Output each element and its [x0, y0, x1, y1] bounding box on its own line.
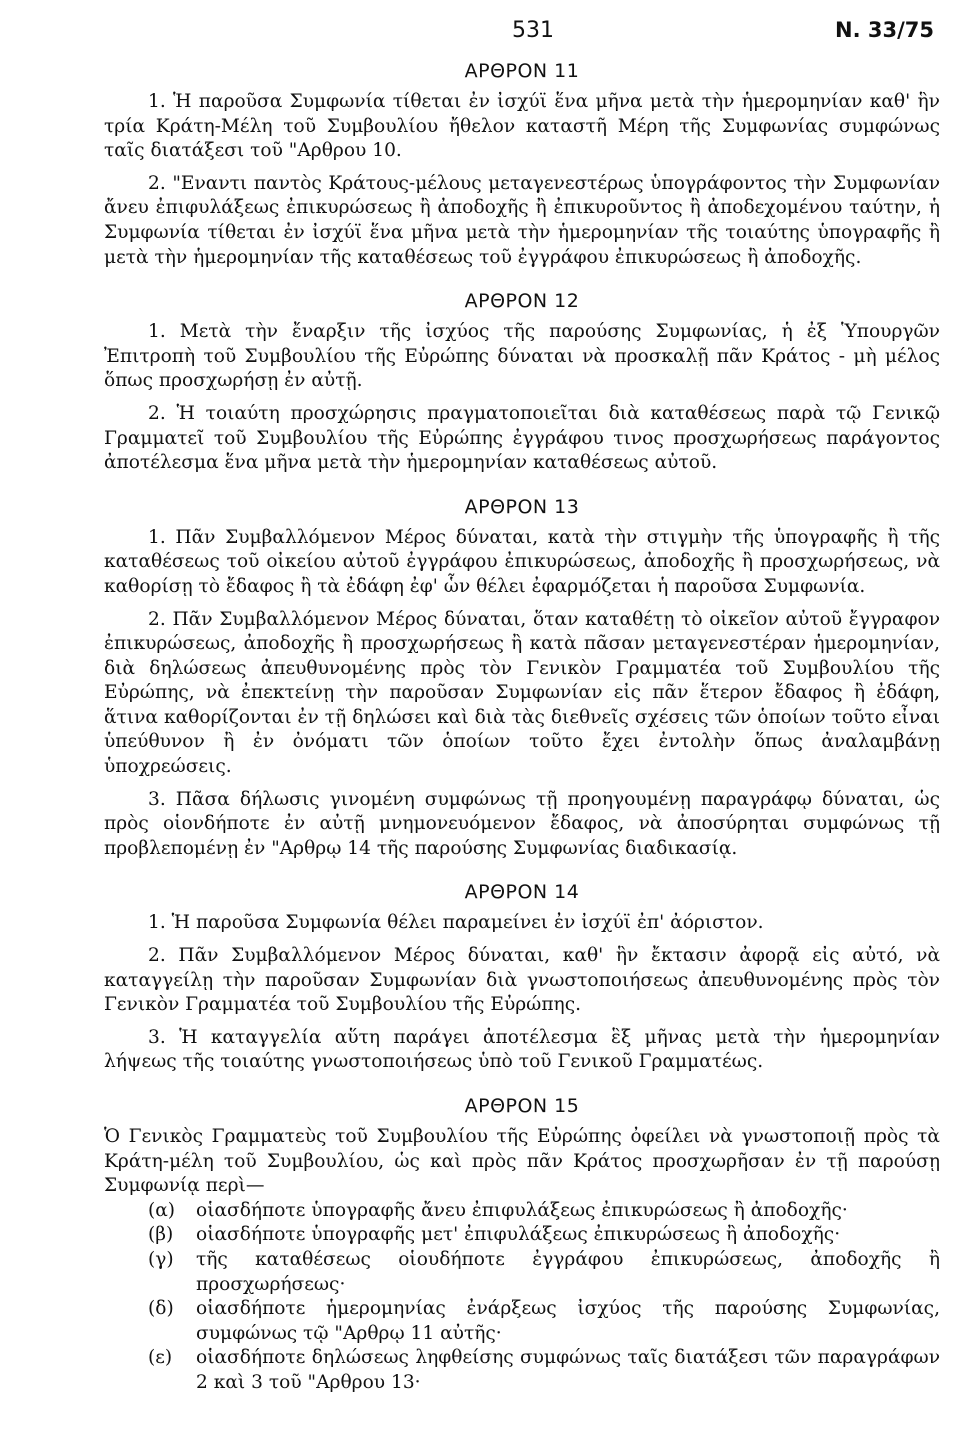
paragraph: 1. Πᾶν Συμβαλλόμενον Μέρος δύναται, κατὰ τὴν στιγμὴν τῆς ὑπογραφῆς ἢ τῆς καταθέσεως τοῦ οἰκείου αὐτοῦ ἐγγράφου ἐπικυρώσεως, ἀποδοχῆς ἢ προσχωρήσεως, νὰ καθορίσῃ τὸ ἔδαφος ἢ τὰ ἐδάφη ἐφ' ὧν θέλει ἐφαρμόζεται ἡ παροῦσα Συμφωνία. [104, 526, 940, 597]
page-header [104, 18, 940, 58]
paragraph: Ὁ Γενικὸς Γραμματεὺς τοῦ Συμβουλίου τῆς Εὐρώπης ὀφείλει νὰ γνωστοποιῇ πρὸς τὰ Κράτη-μέλη τοῦ Συμβουλίου, ὡς καὶ πρὸς πᾶν Κράτος προσχωρῆσαν ἐν τῇ παρούσῃ Συμφωνίᾳ περὶ— [104, 1126, 940, 1197]
article-heading: ΑΡΘΡΟΝ 15 [464, 1095, 580, 1117]
article-heading: ΑΡΘΡΟΝ 12 [464, 290, 580, 313]
paragraph: 2. Πᾶν Συμβαλλόμενον Μέρος δύναται, καθ' ἣν ἔκτασιν ἀφορᾷ εἰς αὐτό, νὰ καταγγείλῃ τὴν παροῦσαν Συμφωνίαν διὰ γνωστοποιήσεως ἀπευθυνομένης πρὸς τὸν Γενικὸν Γραμματέα τοῦ Συμβουλίου τῆς Εὐρώπης. [104, 945, 940, 1016]
list-item-text: οἱασδήποτε ὑπογραφῆς μετ' ἐπιφυλάξεως ἐπικυρώσεως ἢ ἀποδοχῆς· [196, 1224, 841, 1246]
article-11 [104, 58, 940, 270]
article-15 [104, 1093, 940, 1396]
list-item [104, 1346, 940, 1395]
article-14 [104, 879, 940, 1075]
notification-list [104, 1199, 940, 1396]
article-heading: ΑΡΘΡΟΝ 13 [464, 495, 580, 518]
list-marker: (α) [148, 1199, 176, 1221]
list-item [104, 1248, 940, 1297]
list-item-text: τῆς καταθέσεως οἱουδήποτε ἐγγράφου ἐπικυρώσεως, ἀποδοχῆς ἢ προσχωρήσεως· [196, 1248, 940, 1295]
paragraph: 3. Ἡ καταγγελία αὕτη παράγει ἀποτέλεσμα ἓξ μῆνας μετὰ τὴν ἡμερομηνίαν λήψεως τῆς τοιαύτης γνωστοποιήσεως ὑπὸ τοῦ Γενικοῦ Γραμματέως. [104, 1026, 940, 1073]
list-item-text: οἱασδήποτε ἡμερομηνίας ἐνάρξεως ἰσχύος τῆς παρούσης Συμφωνίας, συμφώνως τῷ "Αρθρῳ 11 αὐτῆς· [196, 1298, 940, 1344]
paragraph: 2. Πᾶν Συμβαλλόμενον Μέρος δύναται, ὅταν καταθέτῃ τὸ οἰκεῖον αὐτοῦ ἔγγραφον ἐπικυρώσεως, ἀποδοχῆς ἢ προσχωρήσεως ἢ κατὰ πᾶσαν μεταγενεστέραν ἡμερομηνίαν, διὰ δηλώσεως ἀπευθυνομένης πρὸς τὸν Γενικὸν Γραμματέα τοῦ Συμβουλίου τῆς Εὐρώπης, νὰ ἐπεκτείνῃ τὴν παροῦσαν Συμφωνίαν εἰς πᾶν ἕτερον ἔδαφος ἢ ἐδάφη, ἅτινα καθορίζονται ἐν τῇ δηλώσει καὶ διὰ τὰς διεθνεῖς σχέσεις τῶν ὁποίων τοῦτο εἶναι ὑπεύθυνον ἢ ἐν ὀνόματι τῶν ὁποίων τοῦτο ἔχει ἐντολὴν ὅπως ἀναλαμβάνῃ ὑποχρεώσεις. [104, 608, 940, 778]
article-heading: ΑΡΘΡΟΝ 11 [464, 60, 580, 82]
paragraph: 3. Πᾶσα δήλωσις γινομένη συμφώνως τῇ προηγουμένῃ παραγράφῳ δύναται, ὡς πρὸς οἱονδήποτε ἐν αὐτῇ μνημονευόμενον ἔδαφος, νὰ ἀποσύρηται συμφώνως τῇ προβλεπομένῃ ἐν "Αρθρῳ 14 τῆς παρούσης Συμφωνίας διαδικασίᾳ. [104, 788, 940, 859]
article-heading: ΑΡΘΡΟΝ 14 [464, 881, 580, 904]
issue-number: N. 33/75 [835, 18, 934, 42]
list-item-text: οἱασδήποτε ὑπογραφῆς ἄνευ ἐπιφυλάξεως ἐπικυρώσεως ἢ ἀποδοχῆς· [196, 1199, 848, 1221]
paragraph: 1. Ἡ παροῦσα Συμφωνία θέλει παραμείνει ἐν ἰσχύϊ ἐπ' ἀόριστον. [148, 912, 764, 934]
paragraph: 1. Μετὰ τὴν ἔναρξιν τῆς ἰσχύος τῆς παρούσης Συμφωνίας, ἡ ἐξ Ὑπουργῶν Ἐπιτροπὴ τοῦ Συμβουλίου τῆς Εὐρώπης δύναται νὰ προσκαλῇ πᾶν Κράτος - μὴ μέλος ὅπως προσχωρήσῃ ἐν αὐτῇ. [104, 321, 940, 392]
list-item [104, 1223, 940, 1248]
page-number: 531 [512, 18, 554, 43]
list-marker: (ε) [148, 1347, 173, 1369]
article-13 [104, 494, 940, 862]
list-item-text: οἱασδήποτε δηλώσεως ληφθείσης συμφώνως ταῖς διατάξεσι τῶν παραγράφων 2 καὶ 3 τοῦ "Αρθρου 13· [196, 1347, 940, 1393]
paragraph: 2. "Εναντι παντὸς Κράτους-μέλους μεταγενεστέρως ὑπογράφοντος τὴν Συμφωνίαν ἄνευ ἐπιφυλάξεως ἐπικυρώσεως ἢ ἀποδοχῆς ἢ ἐπικυροῦντος ἢ ἀποδεχομένου ταύτην, ἡ Συμφωνία τίθεται ἐν ἰσχύϊ ἕνα μῆνα μετὰ τὴν ἡμερομηνίαν τῆς τοιαύτης ὑπογραφῆς ἢ μετὰ τὴν ἡμερομηνίαν τῆς καταθέσεως τοῦ ἐγγράφου ἐπικυρώσεως ἢ ἀποδοχῆς. [104, 172, 940, 268]
list-item [104, 1199, 940, 1224]
list-marker: (γ) [148, 1248, 174, 1270]
article-12 [104, 288, 940, 476]
list-marker: (β) [148, 1224, 174, 1246]
paragraph: 1. Ἡ παροῦσα Συμφωνία τίθεται ἐν ἰσχύϊ ἕνα μῆνα μετὰ τὴν ἡμερομηνίαν καθ' ἣν τρία Κράτη-Μέλη τοῦ Συμβουλίου ἤθελον καταστῆ Μέρη τῆς Συμφωνίας συμφώνως ταῖς διατάξεσι τοῦ "Αρθρου 10. [104, 91, 940, 162]
list-marker: (δ) [148, 1298, 174, 1320]
paragraph: 2. Ἡ τοιαύτη προσχώρησις πραγματοποιεῖται διὰ καταθέσεως παρὰ τῷ Γενικῷ Γραμματεῖ τοῦ Συμβουλίου τῆς Εὐρώπης ἐγγράφου τινος προσχωρήσεως παράγοντος ἀποτέλεσμα ἕνα μῆνα μετὰ τὴν ἡμερομηνίαν καταθέσεως αὐτοῦ. [104, 402, 940, 474]
list-item [104, 1297, 940, 1346]
